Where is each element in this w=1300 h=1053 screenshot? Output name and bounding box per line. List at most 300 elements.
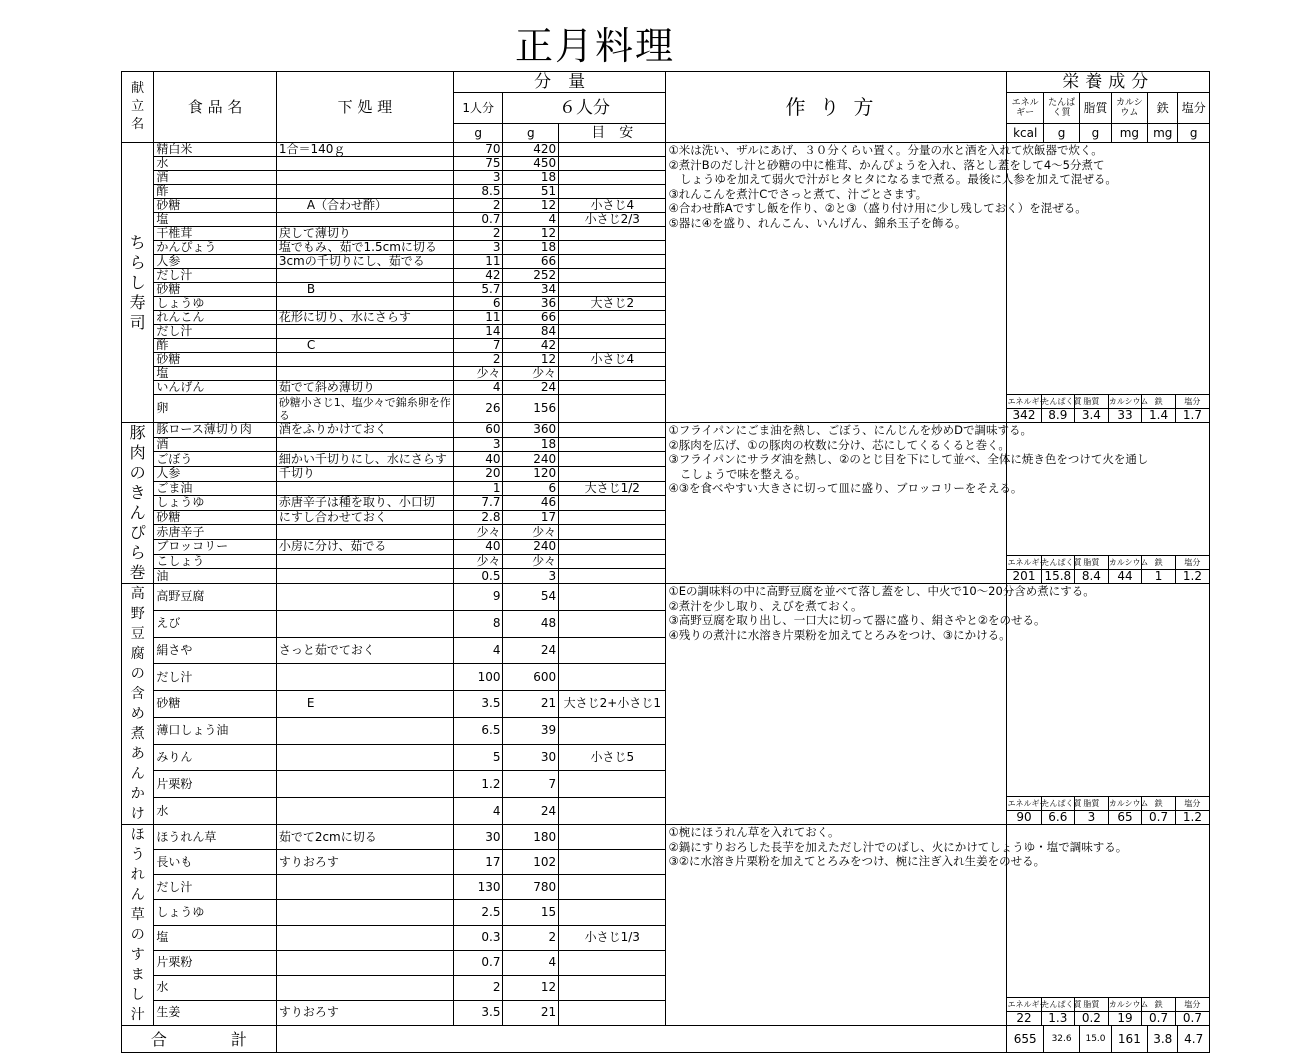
food-name: 水 xyxy=(154,798,276,825)
nutrition-value: 1.3 xyxy=(1041,1012,1075,1026)
unit-salt: g xyxy=(1178,124,1210,143)
amount-guide: 大さじ2+小さじ1 xyxy=(559,691,666,718)
amount-per6: 360 xyxy=(503,423,559,438)
food-name: 砂糖 xyxy=(154,691,276,718)
food-header: 食 品 名 xyxy=(154,72,276,143)
total-blank xyxy=(276,1026,1007,1053)
table-row xyxy=(122,143,1210,157)
nutrition-label: 鉄 xyxy=(1142,998,1176,1012)
amount-guide xyxy=(559,325,666,339)
nutrition-label: エネルギー xyxy=(1007,556,1041,570)
amount-per1: 6 xyxy=(453,297,503,311)
nutrition-label: 脂質 xyxy=(1075,998,1109,1012)
amount-guide xyxy=(559,395,666,423)
amount-per1: 7.7 xyxy=(453,496,503,511)
food-name: 酢 xyxy=(154,185,276,199)
amount-per6: 180 xyxy=(503,825,559,850)
amount-per6: 120 xyxy=(503,466,559,481)
amount-per1: 26 xyxy=(453,395,503,423)
amount-per6: 12 xyxy=(503,199,559,213)
food-name: 砂糖 xyxy=(154,353,276,367)
prep-text xyxy=(276,875,453,900)
prep-text xyxy=(276,975,453,1000)
amount-per1: 5 xyxy=(453,744,503,771)
prep-text: 小房に分け、茹でる xyxy=(276,540,453,555)
amount-guide xyxy=(559,269,666,283)
dish-name-char: ま xyxy=(130,967,145,983)
prep-text xyxy=(276,569,453,584)
prep-text xyxy=(276,610,453,637)
amount-per6: 102 xyxy=(503,850,559,875)
food-name: こしょう xyxy=(154,554,276,569)
amount-per6: 66 xyxy=(503,255,559,269)
amount-per6: 12 xyxy=(503,227,559,241)
food-name: 水 xyxy=(154,975,276,1000)
food-name: 人参 xyxy=(154,466,276,481)
prep-text xyxy=(276,297,453,311)
amount-guide xyxy=(559,311,666,325)
dish-name-char: 煮 xyxy=(130,726,145,742)
amount-per1: 42 xyxy=(453,269,503,283)
amount-guide xyxy=(559,496,666,511)
nutrition-label: たんぱく質 xyxy=(1041,395,1075,409)
prep-text xyxy=(276,664,453,691)
dish-name-char: し xyxy=(129,272,146,292)
amount-per6: 156 xyxy=(503,395,559,423)
amount-per6: 21 xyxy=(503,691,559,718)
food-name: ごま油 xyxy=(154,481,276,496)
amount-guide xyxy=(559,1000,666,1025)
prep-text: A（合わせ酢） xyxy=(276,199,453,213)
dish-name-char: う xyxy=(130,847,145,863)
food-name: 砂糖 xyxy=(154,510,276,525)
amount-guide xyxy=(559,185,666,199)
food-name: ブロッコリー xyxy=(154,540,276,555)
amount-per6: 420 xyxy=(503,143,559,157)
amount-guide xyxy=(559,975,666,1000)
food-name: 赤唐辛子 xyxy=(154,525,276,540)
prep-text: C xyxy=(276,339,453,353)
amount-per1: 2 xyxy=(453,199,503,213)
amount-guide: 小さじ2/3 xyxy=(559,213,666,227)
dish-name-char: す xyxy=(130,947,145,963)
prep-text: E xyxy=(276,691,453,718)
dish-name-char: 寿 xyxy=(129,292,146,312)
food-name: 精白米 xyxy=(154,143,276,157)
nutrition-label: エネルギー xyxy=(1007,395,1041,409)
amount-per1: 0.7 xyxy=(453,950,503,975)
nutrition-value: 33 xyxy=(1108,409,1142,423)
food-name: 薄口しょう油 xyxy=(154,717,276,744)
food-name: 片栗粉 xyxy=(154,950,276,975)
nutrition-label: 脂質 xyxy=(1075,556,1109,570)
nutrition-value: 3.4 xyxy=(1075,409,1109,423)
amount-guide: 小さじ5 xyxy=(559,744,666,771)
amount-per1: 8.5 xyxy=(453,185,503,199)
food-name: 人参 xyxy=(154,255,276,269)
food-name: しょうゆ xyxy=(154,496,276,511)
amount-guide: 小さじ1/3 xyxy=(559,925,666,950)
food-name: 塩 xyxy=(154,367,276,381)
prep-text: 酒をふりかけておく xyxy=(276,423,453,438)
dish-name-char: 豚 xyxy=(129,423,146,442)
prep-text xyxy=(276,171,453,185)
amount-per1: 60 xyxy=(453,423,503,438)
amount-per6: 51 xyxy=(503,185,559,199)
unit-iron: mg xyxy=(1148,124,1178,143)
dish-name-char: 巻 xyxy=(129,563,146,582)
energy-header: エネルギー xyxy=(1007,93,1043,124)
amount-per6: 6 xyxy=(503,481,559,496)
prep-text xyxy=(276,771,453,798)
food-name: れんこん xyxy=(154,311,276,325)
unit-g-1: g xyxy=(453,124,503,143)
amount-guide xyxy=(559,584,666,611)
amount-per1: 100 xyxy=(453,664,503,691)
amount-per1: 5.7 xyxy=(453,283,503,297)
dish-name xyxy=(122,143,154,423)
dish-name-char: の xyxy=(129,463,146,482)
food-name: だし汁 xyxy=(154,269,276,283)
method-header: 作り方 xyxy=(666,72,1007,143)
amount-per1: 少々 xyxy=(453,525,503,540)
amount-per6: 600 xyxy=(503,664,559,691)
prep-text: すりおろす xyxy=(276,850,453,875)
dish-name-char: 腐 xyxy=(130,646,145,662)
prep-text: 赤唐辛子は種を取り、小口切 xyxy=(276,496,453,511)
amount-per6: 24 xyxy=(503,381,559,395)
amount-per6: 42 xyxy=(503,339,559,353)
amount-per6: 46 xyxy=(503,496,559,511)
prep-text: 細かい千切りにし、水にさらす xyxy=(276,452,453,467)
amount-per6: 4 xyxy=(503,950,559,975)
food-name: 干椎茸 xyxy=(154,227,276,241)
amount-guide xyxy=(559,171,666,185)
amount-per1: 70 xyxy=(453,143,503,157)
nutrition-value: 8.4 xyxy=(1075,570,1109,584)
prep-text: 1合＝140ｇ xyxy=(276,143,453,157)
dish-name-char: の xyxy=(130,666,145,682)
prep-text xyxy=(276,900,453,925)
dish-name-char: ほ xyxy=(130,827,145,843)
amount-guide xyxy=(559,227,666,241)
dish-name-char: 野 xyxy=(130,606,145,622)
amount-guide: 大さじ2 xyxy=(559,297,666,311)
method-text: ①椀にほうれん草を入れておく。 ②鍋にすりおろした長芋を加えただし汁でのばし、火にかけてしょうゆ・塩で調味する。 ③②に水溶き片栗粉を加えてとろみをつけ、椀に注ぎ入れ生姜をのせる。 xyxy=(666,825,1007,1026)
amount-per6: 7 xyxy=(503,771,559,798)
amount-guide xyxy=(559,717,666,744)
prep-text xyxy=(276,213,453,227)
nutrition-label: 塩分 xyxy=(1175,998,1209,1012)
food-name: ほうれん草 xyxy=(154,825,276,850)
prep-text: 塩でもみ、茹で1.5cmに切る xyxy=(276,241,453,255)
method-text: ①Eの調味料の中に高野豆腐を並べて落し蓋をし、中火で10～20分含め煮にする。 ②煮汁を少し取り、えびを煮ておく。 ③高野豆腐を取り出し、一口大に切って器に盛り、絹さやと②をのせる。 ④残りの煮汁に水溶き片栗粉を加えてとろみをつけ、③にかける。 xyxy=(666,584,1007,825)
nutrition-value: 0.7 xyxy=(1142,1012,1176,1026)
total-value: 655 xyxy=(1007,1026,1043,1053)
food-name: 砂糖 xyxy=(154,283,276,297)
amount-per6: 54 xyxy=(503,584,559,611)
recipe-table xyxy=(121,71,1210,1053)
food-name: だし汁 xyxy=(154,664,276,691)
amount-per1: 130 xyxy=(453,875,503,900)
dish-name-char: あ xyxy=(130,746,145,762)
amount-guide xyxy=(559,437,666,452)
nutrition-value: 8.9 xyxy=(1041,409,1075,423)
amount-guide xyxy=(559,510,666,525)
amount-guide xyxy=(559,554,666,569)
amount-guide xyxy=(559,525,666,540)
nutrition-value: 1 xyxy=(1142,570,1176,584)
amount-guide xyxy=(559,540,666,555)
menu-header: 献 立 名 xyxy=(122,72,154,143)
prep-text xyxy=(276,481,453,496)
amount-per1: 2.5 xyxy=(453,900,503,925)
nutrition-label: 塩分 xyxy=(1175,556,1209,570)
table-row xyxy=(122,825,1210,850)
food-name: 高野豆腐 xyxy=(154,584,276,611)
nutrition-value: 0.7 xyxy=(1142,811,1176,825)
amount-per6: 3 xyxy=(503,569,559,584)
food-name: 塩 xyxy=(154,925,276,950)
prep-text: 砂糖小さじ1、塩少々で錦糸卵を作る xyxy=(276,395,453,423)
amount-per6: 240 xyxy=(503,540,559,555)
dish-name-char: 肉 xyxy=(129,443,146,462)
nutrition-value: 90 xyxy=(1007,811,1041,825)
prep-text xyxy=(276,925,453,950)
dish-name xyxy=(122,584,154,825)
nutrition-cell xyxy=(1007,423,1210,584)
per6-header: ６人分 xyxy=(503,93,666,124)
table-row xyxy=(122,423,1210,438)
dish-name-char: 豆 xyxy=(130,626,145,642)
amount-per6: 少々 xyxy=(503,525,559,540)
food-name: 酒 xyxy=(154,437,276,452)
dish-name-char: の xyxy=(130,927,145,943)
table-row xyxy=(122,584,1210,611)
nutrition-box xyxy=(1007,555,1209,583)
amount-guide xyxy=(559,798,666,825)
food-name: 卵 xyxy=(154,395,276,423)
amount-per1: 7 xyxy=(453,339,503,353)
amount-guide xyxy=(559,255,666,269)
nutrition-value: 342 xyxy=(1007,409,1041,423)
prep-text xyxy=(276,185,453,199)
protein-header: たんぱく質 xyxy=(1043,93,1079,124)
food-name: だし汁 xyxy=(154,875,276,900)
prep-text: 茹でて2cmに切る xyxy=(276,825,453,850)
amount-header: 分 量 xyxy=(453,72,666,93)
prep-text: 戻して薄切り xyxy=(276,227,453,241)
nutrition-value: 44 xyxy=(1108,570,1142,584)
amount-per1: 3 xyxy=(453,437,503,452)
total-value: 161 xyxy=(1111,1026,1147,1053)
amount-per6: 240 xyxy=(503,452,559,467)
prep-text: にすし合わせておく xyxy=(276,510,453,525)
dish-name-char: ぴ xyxy=(129,523,146,542)
prep-text: 千切り xyxy=(276,466,453,481)
amount-guide xyxy=(559,569,666,584)
food-name: 砂糖 xyxy=(154,199,276,213)
nutrition-value: 15.8 xyxy=(1041,570,1075,584)
amount-guide xyxy=(559,339,666,353)
nutrition-label: エネルギー xyxy=(1007,797,1041,811)
amount-per1: 11 xyxy=(453,255,503,269)
amount-per6: 21 xyxy=(503,1000,559,1025)
prep-text xyxy=(276,554,453,569)
amount-per6: 84 xyxy=(503,325,559,339)
prep-text xyxy=(276,269,453,283)
amount-per1: 少々 xyxy=(453,554,503,569)
amount-per1: 2 xyxy=(453,975,503,1000)
prep-text xyxy=(276,717,453,744)
prep-text xyxy=(276,525,453,540)
nutrition-value: 1.7 xyxy=(1175,409,1209,423)
nutrition-value: 65 xyxy=(1108,811,1142,825)
food-name: しょうゆ xyxy=(154,900,276,925)
dish-name-char: ち xyxy=(129,232,146,252)
prep-text xyxy=(276,367,453,381)
amount-guide xyxy=(559,900,666,925)
prep-text: 花形に切り、水にさらす xyxy=(276,311,453,325)
food-name: 絹さや xyxy=(154,637,276,664)
amount-per1: 3 xyxy=(453,171,503,185)
amount-guide xyxy=(559,850,666,875)
nutrition-value: 19 xyxy=(1108,1012,1142,1026)
total-value: 3.8 xyxy=(1148,1026,1178,1053)
amount-per6: 30 xyxy=(503,744,559,771)
prep-text: 茹でて斜め薄切り xyxy=(276,381,453,395)
amount-per6: 780 xyxy=(503,875,559,900)
amount-per6: 39 xyxy=(503,717,559,744)
dish-name-char: け xyxy=(130,806,145,822)
fat-header: 脂質 xyxy=(1080,93,1111,124)
amount-guide xyxy=(559,241,666,255)
amount-per6: 12 xyxy=(503,353,559,367)
amount-per6: 18 xyxy=(503,437,559,452)
amount-per1: 3.5 xyxy=(453,1000,503,1025)
amount-per6: 少々 xyxy=(503,367,559,381)
amount-per1: 40 xyxy=(453,452,503,467)
amount-guide xyxy=(559,950,666,975)
amount-guide xyxy=(559,283,666,297)
food-name: 豚ロース薄切り肉 xyxy=(154,423,276,438)
amount-per1: 9 xyxy=(453,584,503,611)
prep-text xyxy=(276,437,453,452)
amount-per6: 36 xyxy=(503,297,559,311)
prep-text xyxy=(276,744,453,771)
food-name: えび xyxy=(154,610,276,637)
nutrition-value: 22 xyxy=(1007,1012,1041,1026)
amount-per1: 3 xyxy=(453,241,503,255)
prep-text: すりおろす xyxy=(276,1000,453,1025)
dish-name-char: ら xyxy=(129,543,146,562)
amount-per6: 少々 xyxy=(503,554,559,569)
amount-per1: 0.5 xyxy=(453,569,503,584)
page-title: 正月料理 xyxy=(514,24,675,68)
nutrition-value: 1.2 xyxy=(1175,570,1209,584)
amount-per1: 1.2 xyxy=(453,771,503,798)
nutrition-label: エネルギー xyxy=(1007,998,1041,1012)
prep-text: 3cmの千切りにし、茹でる xyxy=(276,255,453,269)
total-row xyxy=(122,1026,1210,1053)
unit-calcium: mg xyxy=(1111,124,1147,143)
dish-name-char: ん xyxy=(130,766,145,782)
amount-per1: 8 xyxy=(453,610,503,637)
method-text: ①米は洗い、ザルにあげ、３０分くらい置く。分量の水と酒を入れて炊飯器で炊く。 ②煮汁Bのだし汁と砂糖の中に椎茸、かんぴょうを入れ、落とし蓋をして4～5分煮て しょうゆを加えて弱火で汁がヒタヒタになるまで煮る。最後に人参を加えて混ぜる。 ③れんこんを煮汁Cでさっと煮て、汁ごとさます。 ④合わせ酢Aですし飯を作り、②と③（盛り付け用に少し残しておく）を混ぜる。 ⑤器に④を盛り、れんこん、いんげん、錦糸玉子を飾る。 xyxy=(666,143,1007,423)
nutrition-value: 3 xyxy=(1075,811,1109,825)
amount-per1: 0.7 xyxy=(453,213,503,227)
amount-per6: 18 xyxy=(503,171,559,185)
amount-per1: 4 xyxy=(453,637,503,664)
total-value: 32.6 xyxy=(1043,1026,1079,1053)
prep-text: B xyxy=(276,283,453,297)
nutrition-label: カルシウム xyxy=(1108,998,1142,1012)
amount-per1: 40 xyxy=(453,540,503,555)
amount-per1: 少々 xyxy=(453,367,503,381)
amount-per6: 24 xyxy=(503,637,559,664)
amount-guide xyxy=(559,825,666,850)
dish-name-char: ん xyxy=(129,503,146,522)
food-name: かんぴょう xyxy=(154,241,276,255)
prep-text xyxy=(276,353,453,367)
nutrition-label: カルシウム xyxy=(1108,556,1142,570)
amount-per6: 24 xyxy=(503,798,559,825)
food-name: いんげん xyxy=(154,381,276,395)
prep-text xyxy=(276,950,453,975)
amount-guide xyxy=(559,367,666,381)
amount-per1: 30 xyxy=(453,825,503,850)
nutrition-label: カルシウム xyxy=(1108,797,1142,811)
nutrition-value: 6.6 xyxy=(1041,811,1075,825)
calcium-header: カルシウム xyxy=(1111,93,1147,124)
nutrition-value: 201 xyxy=(1007,570,1041,584)
food-name: ごぼう xyxy=(154,452,276,467)
prep-text xyxy=(276,325,453,339)
food-name: 生姜 xyxy=(154,1000,276,1025)
food-name: 塩 xyxy=(154,213,276,227)
nutrition-label: 脂質 xyxy=(1075,395,1109,409)
guide-header: 目 安 xyxy=(559,124,666,143)
nutrition-label: たんぱく質 xyxy=(1041,998,1075,1012)
dish-name-char: し xyxy=(130,987,145,1003)
food-name: 油 xyxy=(154,569,276,584)
dish-name-char: ん xyxy=(130,887,145,903)
food-name: 酢 xyxy=(154,339,276,353)
nutrition-label: 鉄 xyxy=(1142,395,1176,409)
amount-guide: 小さじ4 xyxy=(559,353,666,367)
amount-guide xyxy=(559,875,666,900)
amount-guide xyxy=(559,771,666,798)
nutrition-label: カルシウム xyxy=(1108,395,1142,409)
amount-guide xyxy=(559,610,666,637)
amount-guide xyxy=(559,466,666,481)
amount-per6: 450 xyxy=(503,157,559,171)
nutrition-label: 鉄 xyxy=(1142,797,1176,811)
prep-header: 下 処 理 xyxy=(276,72,453,143)
unit-kcal: kcal xyxy=(1007,124,1043,143)
total-value: 4.7 xyxy=(1178,1026,1210,1053)
amount-per6: 12 xyxy=(503,975,559,1000)
dish-name-char: 司 xyxy=(129,312,146,332)
amount-per6: 252 xyxy=(503,269,559,283)
total-label: 合 計 xyxy=(122,1026,277,1053)
amount-guide: 大さじ1/2 xyxy=(559,481,666,496)
nutrition-value: 0.2 xyxy=(1075,1012,1109,1026)
nutrition-label: 塩分 xyxy=(1175,797,1209,811)
amount-per1: 4 xyxy=(453,798,503,825)
amount-guide xyxy=(559,637,666,664)
prep-text xyxy=(276,584,453,611)
